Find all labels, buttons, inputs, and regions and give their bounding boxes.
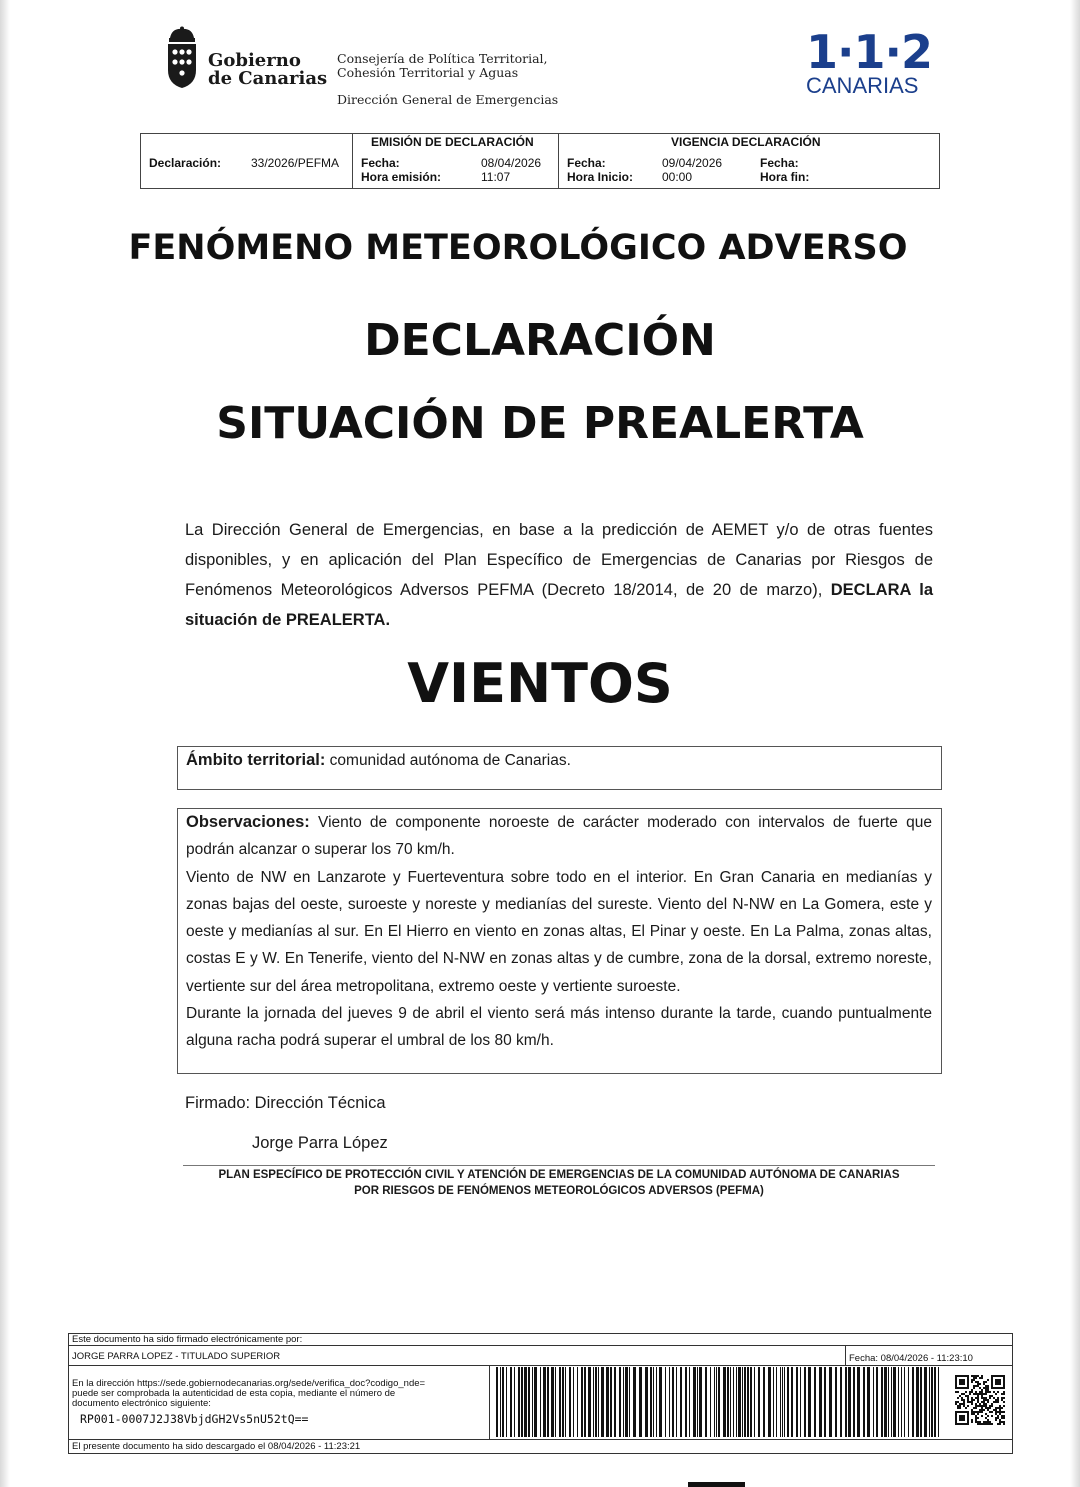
emision-header: EMISIÓN DE DECLARACIÓN (371, 135, 534, 149)
table-divider (352, 134, 353, 188)
firmante-value: JORGE PARRA LOPEZ - TITULADO SUPERIOR (72, 1351, 281, 1362)
firmante-nombre: Jorge Parra López (252, 1134, 388, 1152)
verifica-line1: En la dirección https://sede.gobiernodecanarias.org/sede/verifica_doc?codigo_nde= (72, 1378, 426, 1389)
qr-code-icon (955, 1375, 1005, 1425)
logo-112-text: CANARIAS (806, 73, 919, 98)
emision-hora-value: 11:07 (481, 170, 511, 184)
intro-text: La Dirección General de Emergencias, en base a la predicción de AEMET y/o de otras fuentes disponibles, y en aplicación del Plan Específico de Emergencias de Canarias por Riesgos de Fenómenos Meteorológicos Adversos PEFMA (Decreto 18/2014, de 20 de marzo), (185, 521, 933, 599)
declaracion-label: Declaración: (149, 156, 222, 170)
vigencia-hora-inicio-value: 00:00 (662, 170, 693, 184)
firmado-por-label: Este documento ha sido firmado electrónicamente por: (72, 1334, 303, 1345)
emision-fecha-value: 08/04/2026 (481, 156, 542, 170)
gobierno-canarias-shield-icon (164, 26, 200, 90)
observaciones-p3: Durante la jornada del jueves 9 de abril el viento será más intenso durante la tarde, cuando puntualmente alguna racha podrá superar el umbral de los 80 km/h. (186, 1005, 932, 1050)
vigencia-hora-fin-label: Hora fin: (760, 170, 810, 184)
declaration-table (140, 133, 940, 189)
bottom-scroll-indicator (688, 1482, 745, 1487)
ambito-label: Ámbito territorial: (186, 751, 326, 769)
plan-divider (183, 1165, 935, 1166)
vigencia-hora-inicio-label: Hora Inicio: (567, 170, 634, 184)
descargado-text: El presente documento ha sido descargado el 08/04/2026 - 11:23:21 (72, 1441, 361, 1452)
page-edge-left (0, 0, 10, 1487)
footer-divider (489, 1365, 490, 1439)
page-edge-right (1070, 0, 1080, 1487)
ambito-value: comunidad autónoma de Canarias. (329, 752, 571, 769)
emision-fecha-label: Fecha: (361, 156, 400, 170)
observaciones-label: Observaciones: (186, 813, 310, 831)
title-declaracion: DECLARACIÓN (364, 315, 716, 366)
intro-declara-bold: DECLARA la situación de PREALERTA. (185, 581, 933, 629)
footer-divider (845, 1345, 846, 1365)
verifica-line2: puede ser comprobada la autenticidad de esta copia, mediante el número de (72, 1388, 396, 1399)
consejeria-name: Consejería de Política Territorial, Cohesión Territorial y Aguas (337, 51, 548, 80)
direccion-general: Dirección General de Emergencias (337, 92, 559, 107)
plan-line2: POR RIESGOS DE FENÓMENOS METEOROLÓGICOS ADVERSOS (PEFMA) (354, 1184, 764, 1197)
plan-pefma (183, 1168, 935, 1199)
plan-line1: PLAN ESPECÍFICO DE PROTECCIÓN CIVIL Y ATENCIÓN DE EMERGENCIAS DE LA COMUNIDAD AUTÓNOMA DE CANARIAS (218, 1169, 900, 1181)
intro-paragraph (185, 515, 933, 635)
electronic-signature-block (68, 1333, 1013, 1454)
declaracion-value: 33/2026/PEFMA (251, 156, 340, 170)
barcode-icon (496, 1367, 941, 1437)
firmado-direccion: Firmado: Dirección Técnica (185, 1094, 386, 1112)
codigo-documento: RP001-0007J2J38VbjdGH2Vs5nU52tQ== (80, 1412, 309, 1426)
observaciones-p2: Viento de NW en Lanzarote y Fuerteventura sobre todo en el interior. En Gran Canaria en medianías y zonas bajas del oeste, suroeste y noreste y medianías del sureste. Viento del N-NW en La Gomera, este y oeste y medianías al sur. En El Hierro en viento en zonas altas, El Pinar y oeste. En La Palma, zonas altas, costas E y W. En Tenerife, viento del N-NW en zonas altas y de cumbre, zona de la dorsal, extremo noreste, vertiente sur del área metropolitana, extremo oeste y vertiente suroeste. (186, 868, 932, 995)
title-situacion-prealerta: SITUACIÓN DE PREALERTA (216, 398, 864, 449)
footer-rule (69, 1345, 1012, 1346)
observaciones-p1: Viento de componente noroeste de carácter moderado con intervalos de fuerte que podrán alcanzar o superar los 70 km/h. (186, 814, 932, 859)
logo-112-canarias (806, 25, 932, 98)
title-fenomeno: FENÓMENO METEOROLÓGICO ADVERSO (128, 228, 908, 268)
ambito-territorial-box (177, 746, 942, 790)
vigencia-fecha-value: 09/04/2026 (662, 156, 723, 170)
vigencia-fecha-label: Fecha: (567, 156, 606, 170)
observaciones-box (177, 808, 942, 1074)
emision-hora-label: Hora emisión: (361, 170, 442, 184)
verifica-line3: documento electrónico siguiente: (72, 1398, 211, 1409)
vigencia-header: VIGENCIA DECLARACIÓN (671, 135, 821, 149)
table-divider (558, 134, 559, 188)
footer-rule (69, 1439, 1012, 1440)
logo-112-number: 1·1·2 (806, 25, 932, 79)
gobierno-canarias-logo-text: Gobierno de Canarias (208, 50, 328, 89)
title-vientos: VIENTOS (407, 652, 673, 715)
vigencia-fecha-fin-label: Fecha: (760, 156, 799, 170)
fecha-firma: Fecha: 08/04/2026 - 11:23:10 (849, 1353, 973, 1364)
footer-rule (69, 1365, 1012, 1366)
verificacion-text (72, 1379, 425, 1409)
